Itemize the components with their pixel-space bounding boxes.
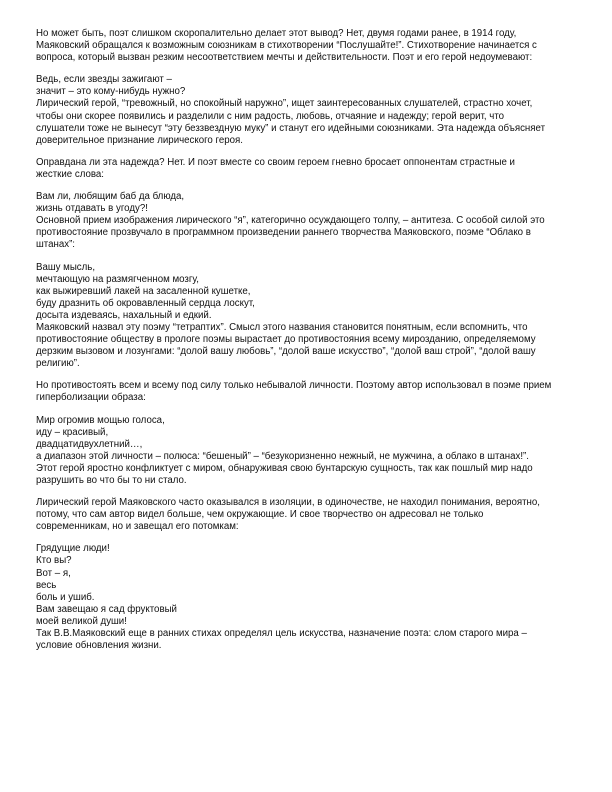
text-line: как выжиревший лакей на засаленной кушетке, bbox=[36, 285, 251, 297]
paragraph bbox=[36, 415, 576, 488]
text-line: Ведь, если звезды зажигают – bbox=[36, 74, 172, 86]
text-line: условие обновления жизни. bbox=[36, 640, 162, 652]
text-line: Мир огромив мощью голоса, bbox=[36, 414, 165, 426]
text-line: чтобы они скорее появились и разделили с ним радость, любовь, отчаяние и надежду; герой верит, что bbox=[36, 110, 505, 122]
text-line: Но противостоять всем и всему под силу только небывалой личности. Поэтому автор использовал в поэме прием bbox=[36, 380, 552, 392]
text-line: жесткие слова: bbox=[36, 168, 104, 180]
text-line: жизнь отдавать в угоду?! bbox=[36, 203, 148, 215]
text-line: противостояние обществу в прологе поэмы вырастает до противостояния всему мирозданию, определяемому bbox=[36, 334, 536, 346]
text-line: Лирический герой, “тревожный, но спокойный наружно”, ищет заинтересованных слушателей, страстно хочет, bbox=[36, 98, 533, 110]
text-line: мечтающую на размягченном мозгу, bbox=[36, 273, 199, 285]
text-line: Вот – я, bbox=[36, 567, 71, 579]
text-line: Грядущие люди! bbox=[36, 543, 110, 555]
text-line: Вам ли, любящим баб да блюда, bbox=[36, 191, 185, 203]
text-line: гиперболизации образа: bbox=[36, 392, 146, 404]
text-line: значит – это кому-нибудь нужно? bbox=[36, 86, 186, 98]
text-line: досыта издеваясь, нахальный и едкий. bbox=[36, 309, 212, 321]
paragraph bbox=[36, 543, 576, 652]
paragraph bbox=[36, 28, 576, 64]
text-line: боль и ушиб. bbox=[36, 591, 95, 603]
text-line: вопроса, который вызван резким несоответствием мечты и действительности. Поэт и его герой недоумевают: bbox=[36, 52, 533, 64]
paragraph bbox=[36, 191, 576, 251]
text-line: современникам, но и завещал его потомкам: bbox=[36, 521, 239, 533]
text-line: Маяковский назвал эту поэму “тетраптих”. Смысл этого названия становится понятным, если вспомнить, что bbox=[36, 321, 528, 333]
text-line: Но может быть, поэт слишком скоропалительно делает этот вывод? Нет, двумя годами ранее, в 1914 году, bbox=[36, 28, 517, 39]
text-line: доверительное признание лирического героя. bbox=[36, 134, 243, 146]
text-line: потому, что сам автор видел больше, чем окружающие. И свое творчество он адресовал не только bbox=[36, 509, 484, 521]
text-line: Вам завещаю я сад фруктовый bbox=[36, 603, 177, 615]
text-line: дерзким вызовом и лозунгами: “долой вашу любовь”, “долой ваше искусство”, “долой ваш строй”, “долой вашу bbox=[36, 346, 536, 358]
paragraph bbox=[36, 74, 576, 147]
text-line: Основной прием изображения лирического “я”, категорично осуждающего толпу, – антитеза. С особой силой это bbox=[36, 215, 545, 227]
text-line: противостояние прозвучало в программном произведении раннего творчества Маяковского, поэме “Облако в bbox=[36, 227, 531, 239]
paragraph bbox=[36, 262, 576, 371]
text-line: Оправдана ли эта надежда? Нет. И поэт вместе со своим героем гневно бросает оппонентам страстные и bbox=[36, 156, 515, 168]
paragraph bbox=[36, 157, 576, 181]
paragraph bbox=[36, 380, 576, 404]
text-line: разрушить во что бы то ни стало. bbox=[36, 475, 187, 486]
text-line: Вашу мысль, bbox=[36, 261, 96, 273]
paragraph bbox=[36, 497, 576, 533]
text-line: Кто вы? bbox=[36, 555, 72, 567]
document-body bbox=[36, 28, 576, 662]
text-line: Так В.В.Маяковский еще в ранних стихах определял цель искусства, назначение поэта: слом старого мира – bbox=[36, 628, 527, 640]
text-line: моей великой души! bbox=[36, 615, 127, 627]
text-line: двадцатидвухлетний…, bbox=[36, 438, 143, 450]
text-line: слушатели тоже не вынесут “эту беззвездную муку” и станут его идейными союзниками. Эта надежда объясняет bbox=[36, 122, 546, 134]
text-line: а диапазон этой личности – полюса: “бешеный” – “безукоризненно нежный, не мужчина, а облако в штанах!”. bbox=[36, 450, 529, 462]
text-line: иду – красивый, bbox=[36, 426, 109, 438]
text-line: штанах”: bbox=[36, 239, 75, 251]
text-line: Этот герой яростно конфликтует с миром, обнаруживая свою бунтарскую сущность, так как пошлый мир надо bbox=[36, 462, 533, 474]
text-line: буду дразнить об окровавленный сердца лоскут, bbox=[36, 297, 255, 309]
text-line: религию”. bbox=[36, 358, 80, 370]
text-line: Лирический герой Маяковского часто оказывался в изоляции, в одиночестве, не находил понимания, вероятно, bbox=[36, 497, 540, 509]
text-line: весь bbox=[36, 579, 57, 591]
text-line: Маяковский обращался к возможным союзникам в стихотворении “Послушайте!”. Стихотворение начинается с bbox=[36, 40, 537, 52]
